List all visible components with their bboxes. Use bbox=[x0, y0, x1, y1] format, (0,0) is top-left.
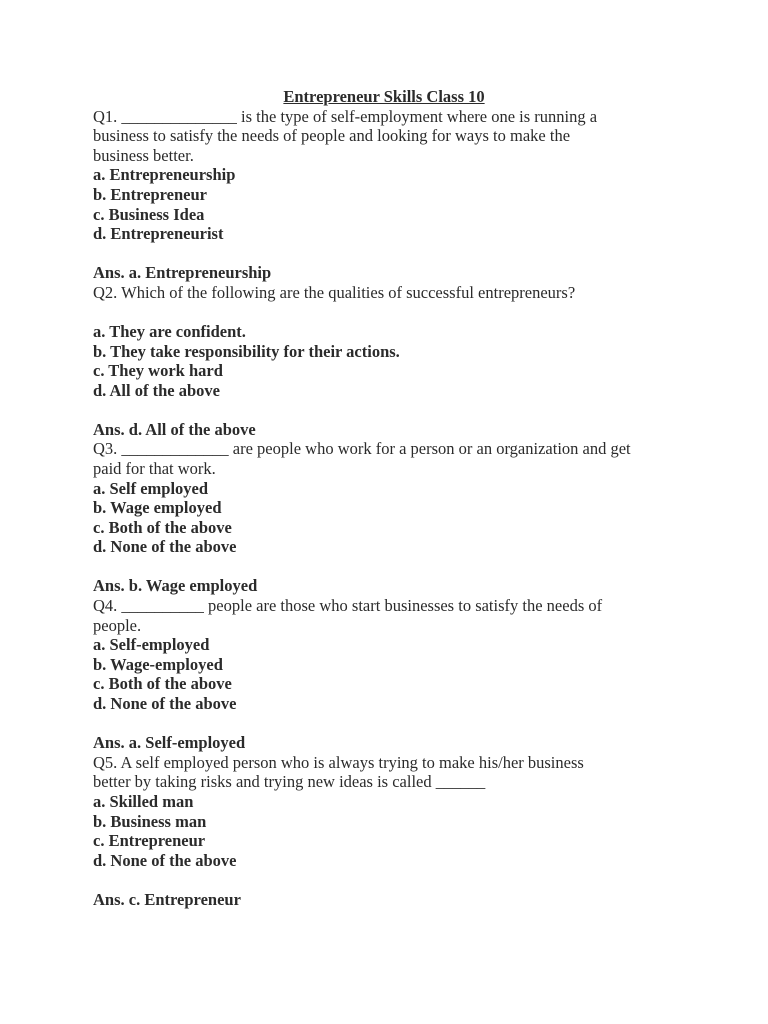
option-c: c. Both of the above bbox=[93, 517, 232, 537]
question-5-line-2: better by taking risks and trying new ideas is called ______ bbox=[93, 772, 486, 792]
question-block-2 bbox=[93, 283, 693, 440]
option-a: a. Self-employed bbox=[93, 635, 210, 655]
option-a: a. Skilled man bbox=[93, 791, 194, 811]
option-d: d. Entrepreneurist bbox=[93, 224, 224, 244]
question-block-4 bbox=[93, 596, 693, 753]
option-c: c. They work hard bbox=[93, 361, 223, 381]
question-block-1 bbox=[93, 107, 693, 283]
question-block-5 bbox=[93, 753, 693, 910]
spacer bbox=[93, 870, 693, 890]
spacer bbox=[93, 714, 693, 734]
option-d: d. None of the above bbox=[93, 694, 237, 714]
question-3-line-2: paid for that work. bbox=[93, 459, 216, 478]
spacer bbox=[93, 557, 693, 577]
option-b: b. Business man bbox=[93, 811, 207, 831]
option-c: c. Both of the above bbox=[93, 674, 232, 694]
option-b: b. They take responsibility for their actions. bbox=[93, 341, 400, 361]
answer-2: Ans. d. All of the above bbox=[93, 419, 256, 439]
question-4-line-1: Q4. __________ people are those who start businesses to satisfy the needs of bbox=[93, 596, 603, 616]
document-title: Entrepreneur Skills Class 10 bbox=[283, 87, 485, 106]
option-a: a. They are confident. bbox=[93, 321, 246, 341]
spacer bbox=[93, 244, 693, 264]
option-c: c. Business Idea bbox=[93, 204, 205, 224]
answer-1: Ans. a. Entrepreneurship bbox=[93, 263, 272, 283]
option-d: d. None of the above bbox=[93, 850, 237, 870]
option-d: d. None of the above bbox=[93, 537, 237, 557]
question-5-line-1: Q5. A self employed person who is always trying to make his/her business bbox=[93, 752, 584, 772]
answer-4: Ans. a. Self-employed bbox=[93, 733, 246, 753]
answer-5: Ans. c. Entrepreneur bbox=[93, 889, 241, 909]
spacer bbox=[93, 302, 693, 322]
question-4-line-2: people. bbox=[93, 615, 142, 635]
option-b: b. Wage employed bbox=[93, 498, 222, 518]
question-block-3 bbox=[93, 439, 693, 596]
answer-3: Ans. b. Wage employed bbox=[93, 576, 258, 596]
option-b: b. Entrepreneur bbox=[93, 184, 207, 204]
question-1-line-1: Q1. ______________ is the type of self-employment where one is running a bbox=[93, 106, 598, 126]
option-b: b. Wage-employed bbox=[93, 654, 223, 674]
option-d: d. All of the above bbox=[93, 380, 220, 400]
question-1-line-2: business to satisfy the needs of people and looking for ways to make the bbox=[93, 126, 571, 146]
option-c: c. Entrepreneur bbox=[93, 831, 206, 851]
option-a: a. Self employed bbox=[93, 478, 209, 498]
question-2-line-1: Q2. Which of the following are the qualities of successful entrepreneurs? bbox=[93, 282, 576, 302]
question-1-line-3: business better. bbox=[93, 145, 194, 165]
question-3-line-1: Q3. _____________ are people who work for a person or an organization and get bbox=[93, 439, 631, 459]
spacer bbox=[93, 400, 693, 420]
document-page bbox=[93, 87, 693, 909]
option-a: a. Entrepreneurship bbox=[93, 165, 236, 185]
